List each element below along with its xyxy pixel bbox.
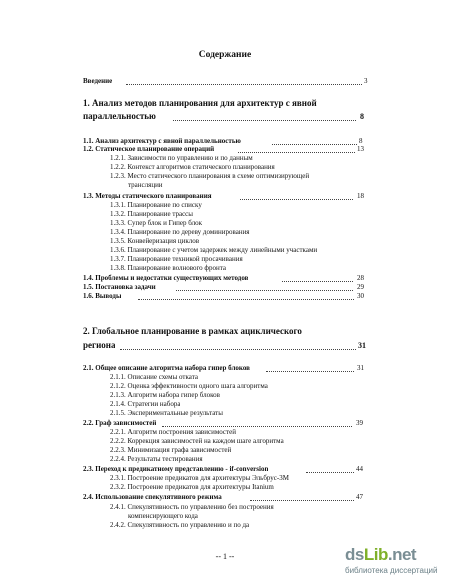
toc-leader	[266, 371, 354, 372]
watermark-brand: dsLib.net	[345, 545, 417, 564]
toc-page: 39	[356, 419, 363, 427]
toc-entry-2-2: 2.2. Граф зависимостей	[83, 419, 157, 427]
toc-entry-2-1-2: 2.1.2. Оценка эффективности одного шага алгоритма	[110, 382, 268, 390]
toc-entry-1-2-2: 1.2.2. Контекст алгоритмов статического планирования	[110, 163, 275, 171]
page-number: -- 1 --	[215, 552, 235, 561]
toc-entry-1-2-1: 1.2.1. Зависимости по управлению и по данным	[110, 154, 253, 162]
toc-page: 13	[357, 145, 364, 153]
toc-leader	[282, 281, 353, 282]
toc-chapter-2-heading-cont: региона	[83, 340, 116, 350]
toc-entry-2-4-1: 2.4.1. Спекулятивность по управлению без построения	[110, 503, 274, 511]
toc-page: 8	[359, 137, 363, 145]
toc-page: 3	[364, 77, 368, 85]
watermark-subtitle: библиотека диссертаций	[345, 566, 438, 575]
toc-entry-2-2-2: 2.2.2. Коррекция зависимостей на каждом шаге алгоритма	[110, 437, 284, 445]
toc-entry-2-1-1: 2.1.1. Описание схемы отката	[110, 373, 198, 381]
toc-page: 29	[357, 283, 364, 291]
toc-entry-2-4-2: 2.4.2. Спекулятивность по управлению и по да	[110, 521, 250, 529]
toc-entry-2-1-4: 2.1.4. Стратегии набора	[110, 400, 181, 408]
toc-leader	[126, 84, 362, 85]
toc-page: 18	[357, 192, 364, 200]
toc-entry-1-3-7: 1.3.7. Планирование техникой просачивания	[110, 255, 243, 263]
toc-page: 31	[358, 341, 366, 350]
toc-page: 28	[357, 274, 364, 282]
toc-leader	[173, 120, 356, 121]
toc-chapter-1-heading: 1. Анализ методов планирования для архитектур с явной	[83, 98, 317, 108]
toc-leader	[162, 426, 352, 427]
toc-entry-2-1-3: 2.1.3. Алгоритм набора гипер блоков	[110, 391, 220, 399]
toc-entry-2-2-3: 2.2.3. Минимизация графа зависимостей	[110, 446, 232, 454]
toc-page: 8	[360, 112, 364, 121]
toc-entry-2-3-1: 2.3.1. Построение предикатов для архитектуры Эльбрус-3М	[110, 474, 289, 482]
toc-leader	[176, 290, 353, 291]
page-title: Содержание	[198, 50, 252, 60]
toc-entry-1-6: 1.6. Выводы	[83, 292, 122, 300]
toc-entry-2-3-2: 2.3.2. Построение предикатов для архитектуры Itanium	[110, 483, 274, 491]
toc-entry-2-4: 2.4. Использование спекулятивного режима	[83, 493, 222, 501]
toc-leader	[250, 500, 354, 501]
toc-leader	[238, 152, 355, 153]
toc-entry-1-2-3: 1.2.3. Место статического планирования в схеме оптимизирующей	[110, 172, 310, 180]
toc-leader	[138, 299, 354, 300]
toc-entry-1-3-5: 1.3.5. Конвейеризация циклов	[110, 237, 200, 245]
toc-leader	[240, 199, 353, 200]
toc-entry-2-4-1-cont: компенсирующего кода	[128, 512, 198, 520]
toc-entry-1-3-6: 1.3.6. Планирование с учетом задержек между линейными участками	[110, 246, 318, 254]
toc-page: 44	[356, 465, 363, 473]
toc-entry-2-2-4: 2.2.4. Результаты тестирования	[110, 455, 203, 463]
toc-entry-1-2: 1.2. Статическое планирование операций	[83, 145, 215, 153]
toc-entry-1-3-1: 1.3.1. Планирование по списку	[110, 201, 202, 209]
toc-entry-1-4: 1.4. Проблемы и недостатки существующих методов	[83, 274, 249, 282]
toc-entry-1-2-3-cont: трансляции	[128, 181, 163, 189]
toc-entry-2-1: 2.1. Общее описание алгоритма набора гипер блоков	[83, 364, 250, 372]
toc-leader	[120, 349, 356, 350]
toc-entry-1-3-8: 1.3.8. Планирование волнового фронта	[110, 264, 226, 272]
toc-page: 47	[356, 493, 363, 501]
watermark-logo[interactable]	[345, 545, 450, 581]
toc-chapter-1-heading-cont: параллельностью	[83, 111, 156, 121]
toc-entry-1-3-2: 1.3.2. Планирование трассы	[110, 210, 193, 218]
toc-entry-1-1: 1.1. Анализ архитектур с явной параллельностью	[83, 137, 241, 145]
toc-page: 31	[357, 364, 364, 372]
toc-entry-1-3-3: 1.3.3. Супер блок и Гипер блок	[110, 219, 203, 227]
toc-leader	[306, 472, 354, 473]
toc-entry-2-1-5: 2.1.5. Экспериментальные результаты	[110, 409, 223, 417]
toc-page: 30	[357, 292, 364, 300]
toc-leader	[272, 144, 357, 145]
toc-entry-2-2-1: 2.2.1. Алгоритм построения зависимостей	[110, 428, 236, 436]
toc-chapter-2-heading: 2. Глобальное планирование в рамках ациклического	[83, 326, 302, 336]
toc-entry-1-5: 1.5. Постановка задачи	[83, 283, 156, 291]
toc-entry-1-3-4: 1.3.4. Планирование по дереву доминирования	[110, 228, 250, 236]
toc-entry-2-3: 2.3. Переход к предикатному представлению - if-conversion	[83, 465, 269, 473]
toc-entry-1-3: 1.3. Методы статического планирования	[83, 192, 212, 200]
toc-entry-intro: Введение	[83, 77, 113, 85]
